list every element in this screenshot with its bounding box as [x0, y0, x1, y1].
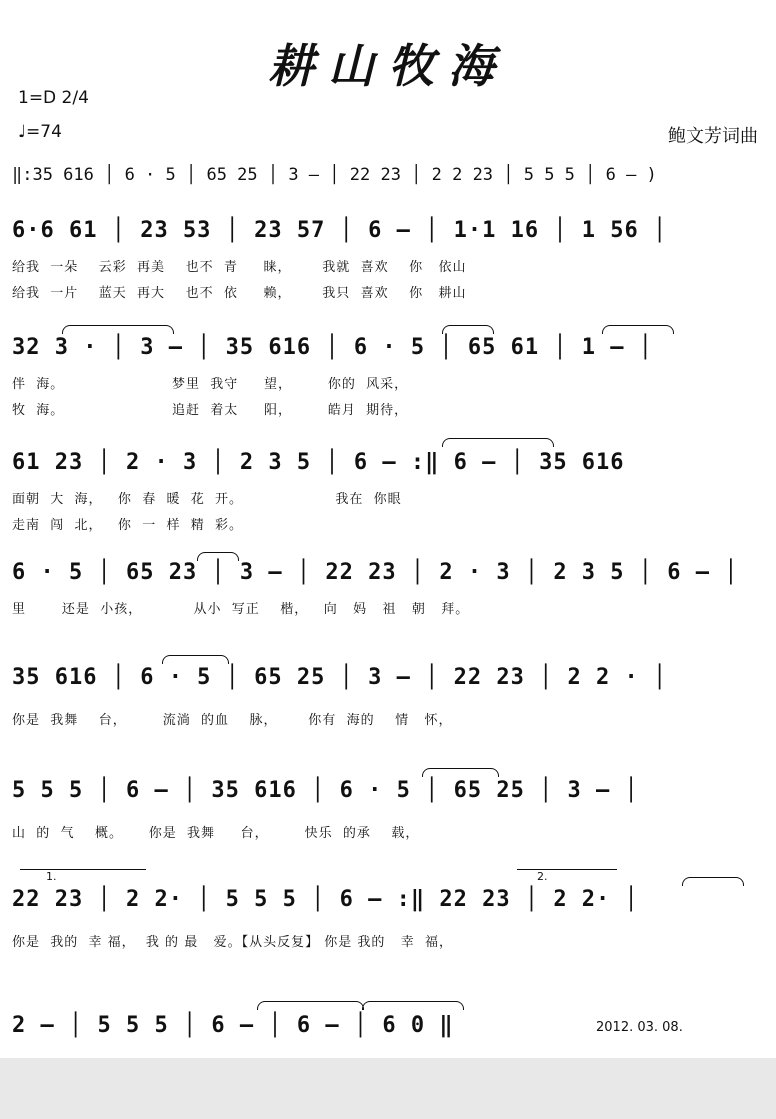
slur [257, 1001, 364, 1010]
lyric-verse-1: 面朝 大 海， 你 春 暖 花 开。 我在 你眼 [12, 492, 402, 507]
bottom-margin-strip [0, 1058, 776, 1119]
slur [62, 325, 174, 334]
notes: 32 3 · │ 3 – │ 35 616 │ 6 · 5 │ 65 61 │ 1 – │ [12, 335, 654, 360]
slur [442, 325, 494, 334]
lyric-verse-1: 你是 我舞 台， 流淌 的血 脉， 你有 海的 情 怀， [12, 713, 453, 728]
notes: 6 · 5 │ 65 23 │ 3 – │ 22 23 │ 2 · 3 │ 2 3 5 │ 6 – │ [12, 560, 739, 585]
notes: 61 23 │ 2 · 3 │ 2 3 5 │ 6 – :‖ 6 – │ 35 616 [12, 450, 625, 475]
date-stamp: 2012. 03. 08. [596, 1020, 683, 1035]
song-title: 耕山牧海 [268, 39, 508, 93]
lyric-verse-1: 给我 一朵 云彩 再美 也不 青 睐， 我就 喜欢 你 依山 [12, 260, 467, 275]
first-ending-bracket: 1. [20, 869, 146, 883]
lyric-verse-1: 伴 海。 梦里 我守 望， 你的 风采， [12, 377, 409, 392]
notes: 22 23 │ 2 2· │ 5 5 5 │ 6 – :‖ 22 23 │ 2 2· │ [12, 887, 639, 912]
composer-credit: 鲍文芳词曲 [668, 126, 758, 147]
lyric-verse-1: 你是 我的 幸 福， 我 的 最 爱。【从头反复】 你是 我的 幸 福， [12, 935, 454, 950]
key-signature: 1=D 2/4 [18, 88, 89, 108]
slur [442, 438, 554, 447]
lyric-verse-2: 走南 闯 北， 你 一 样 精 彩。 [12, 518, 243, 533]
second-ending-bracket: 2. [517, 869, 617, 883]
notes: 2 – │ 5 5 5 │ 6 – │ 6 – │ 6 0 ‖ [12, 1013, 454, 1038]
notes: 5 5 5 │ 6 – │ 35 616 │ 6 · 5 │ 65 25 │ 3 – │ [12, 778, 639, 803]
notes: ‖:35 616 │ 6 · 5 │ 65 25 │ 3 – │ 22 23 │ 2 2 23 │ 5 5 5 │ 6 – ) [12, 165, 657, 185]
notes: 6·6 61 │ 23 53 │ 23 57 │ 6 – │ 1·1 16 │ 1 56 │ [12, 218, 668, 243]
lyric-verse-1: 山 的 气 概。 你是 我舞 台， 快乐 的承 载， [12, 826, 420, 841]
slur [362, 1001, 464, 1010]
slur [162, 655, 229, 664]
tempo-marking: ♩=74 [18, 122, 62, 142]
lyric-verse-1: 里 还是 小孩， 从小 写正 楷， 向 妈 祖 朝 拜。 [12, 602, 470, 617]
slur [602, 325, 674, 334]
lyric-verse-2: 给我 一片 蓝天 再大 也不 依 赖， 我只 喜欢 你 耕山 [12, 286, 467, 301]
slur [682, 877, 744, 886]
lyric-verse-2: 牧 海。 追赶 着太 阳， 皓月 期待， [12, 403, 409, 418]
notes: 35 616 │ 6 · 5 │ 65 25 │ 3 – │ 22 23 │ 2 2 · │ [12, 665, 668, 690]
slur [422, 768, 499, 777]
